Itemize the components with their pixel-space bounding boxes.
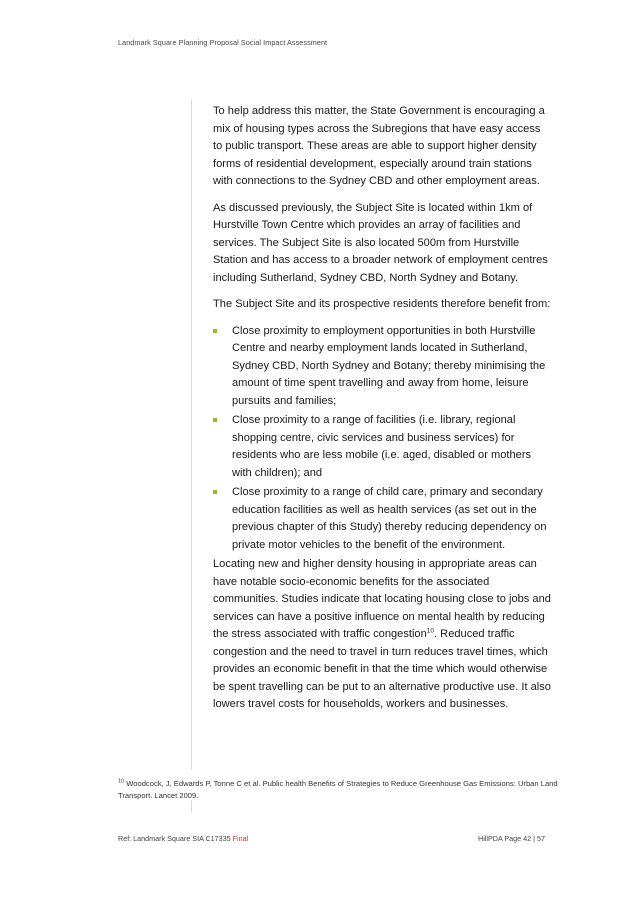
- benefits-list: [213, 323, 551, 555]
- square-bullet-icon: [213, 418, 217, 422]
- list-item: [213, 484, 551, 554]
- paragraph-subject-site-location: As discussed previously, the Subject Site is located within 1km of Hurstville Town Centre which provides an array of facilities and services. The Subject Site is also located 500m from Hurstville Station and has access to a broader network of employment centres including Sutherland, Sydney CBD, North Sydney and Botany.: [213, 201, 548, 284]
- running-header: Landmark Square Planning Proposal Social Impact Assessment: [118, 38, 328, 47]
- footnote-reference[interactable]: 10: [426, 627, 435, 635]
- page-number: HillPDA Page 42 | 57: [478, 834, 545, 843]
- list-item: [213, 323, 551, 411]
- paragraph-text-before-ref: Locating new and higher density housing in appropriate areas can have notable socio-economic benefits for the associated communities. Studies indicate that locating housing close to jobs and services can have a positive influence on mental health by reducing the stress associated with traffic congestion: [213, 558, 551, 640]
- margin-rule: [191, 100, 192, 770]
- footer-reference: [118, 834, 248, 843]
- footnote: [118, 778, 558, 802]
- status-badge: Final: [232, 834, 249, 843]
- list-item: [213, 412, 551, 482]
- list-item-text: Close proximity to a range of facilities (i.e. library, regional shopping centre, civic services and business services) for residents who are less mobile (i.e. aged, disabled or mothers with children); and: [232, 414, 532, 479]
- paragraph-housing-mix: To help address this matter, the State Government is encouraging a mix of housing types across the Subregions that have easy access to public transport. These areas are able to support higher density forms of residential development, especially around train stations with connections to the Sydney CBD and other employment areas.: [213, 105, 545, 187]
- list-item-text: Close proximity to a range of child care, primary and secondary education facilities as well as health services (as set out in the previous chapter of this Study) thereby reducing dependency on private motor vehicles to the benefit of the environment.: [232, 486, 547, 551]
- paragraph-text-after-ref: . Reduced traffic congestion and the need to travel in turn reduces travel times, which provides an economic benefit in that the time which would otherwise be spent travelling can be put to an alternative productive use. It also lowers travel costs for households, workers and businesses.: [213, 628, 551, 710]
- body-text-column: [213, 103, 551, 723]
- list-item-text: Close proximity to employment opportunities in both Hurstville Centre and nearby employment lands located in Sutherland, Sydney CBD, North Sydney and Botany; thereby minimising the amount of time spent travelling and away from home, leisure pursuits and families;: [232, 324, 546, 407]
- paragraph-benefits-intro: The Subject Site and its prospective residents therefore benefit from:: [213, 298, 551, 310]
- footer-ref-text: Ref: Landmark Square SIA C17335: [118, 834, 233, 843]
- footnote-number: 10: [118, 778, 125, 785]
- footnote-text: Woodcock, J, Edwards P, Tonne C et al. Public health Benefits of Strategies to Reduce Greenhouse Gas Emissions: Urban Land Transport. Lancet 2009.: [118, 779, 558, 800]
- paragraph-socio-economic-benefits: [213, 556, 551, 714]
- square-bullet-icon: [213, 329, 217, 333]
- square-bullet-icon: [213, 490, 217, 494]
